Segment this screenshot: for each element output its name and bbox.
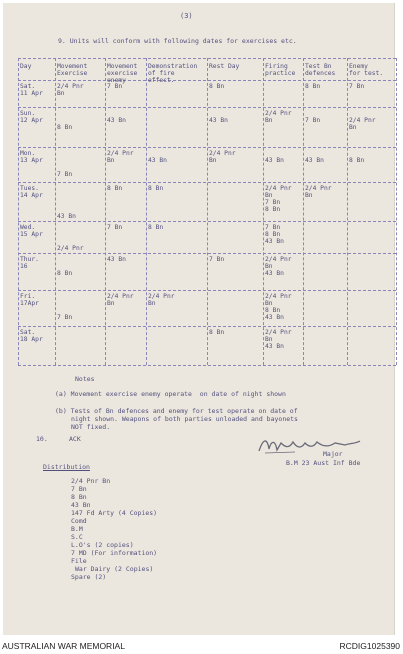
table-cell: 43 Bn xyxy=(107,117,126,124)
table-cell: 43 Bn xyxy=(57,213,76,220)
distribution-item: War Dairy (2 Copies) xyxy=(75,565,154,573)
table-cell: 7 Bn xyxy=(57,171,73,178)
table-cell: 8 Bn xyxy=(107,185,123,192)
distribution-item: 7 Bn xyxy=(71,485,87,493)
table-cell: 2/4 Pnr Bn xyxy=(209,150,236,164)
table-day-cell: Thur. 16 xyxy=(20,256,39,270)
table-day-cell: Wed. 15 Apr xyxy=(20,224,43,238)
table-cell: 8 Bn xyxy=(57,270,73,277)
note-b-line3: NOT fixed. xyxy=(71,423,111,431)
table-cell: 43 Bn xyxy=(305,157,324,164)
table-header-cell: Movement Exercise xyxy=(57,63,88,77)
table-cell: 43 Bn xyxy=(209,117,228,124)
table-cell: 8 Bn xyxy=(349,157,365,164)
table-day-cell: Fri. 17Apr xyxy=(20,293,39,307)
table-cell: 2/4 Pnr Bn xyxy=(305,185,332,199)
paragraph-10-number: 10. xyxy=(36,435,48,443)
distribution-item: 8 Bn xyxy=(71,493,87,501)
handwritten-signature xyxy=(255,433,365,457)
table-cell: 8 Bn xyxy=(209,83,225,90)
distribution-item: B.M xyxy=(71,525,83,533)
distribution-item: 2/4 Pnr Bn xyxy=(71,477,111,485)
distribution-item: L.O's (2 copies) xyxy=(71,541,134,549)
exercise-schedule-table xyxy=(18,58,396,365)
table-cell: 2/4 Pnr Bn xyxy=(349,117,376,131)
archive-footer xyxy=(0,638,403,654)
paragraph-10-text: ACK xyxy=(69,435,81,443)
table-day-cell: Sat. 18 Apr xyxy=(20,329,43,343)
table-cell: 7 Bn xyxy=(305,117,321,124)
note-a: (a) Movement exercise enemy operate on date of night shown xyxy=(55,390,286,398)
table-cell: 8 Bn xyxy=(209,329,225,336)
distribution-item: 7 MD (For information) xyxy=(71,549,158,557)
table-cell: 2/4 Pnr Bn xyxy=(148,293,175,307)
table-day-cell: Sun. 12 Apr xyxy=(20,110,43,124)
table-cell: 2/4 Pnr Bn xyxy=(107,150,134,164)
table-column-rule xyxy=(105,58,106,365)
table-header-cell: Enemy for test. xyxy=(349,63,384,77)
signature-title: B.M 23 Aust Inf Bde xyxy=(286,459,361,467)
signature-rank: Major xyxy=(323,450,343,458)
note-b-line2: night shown. Weapons of both parties unloaded and bayonets xyxy=(71,415,298,423)
distribution-item: 43 Bn xyxy=(71,501,91,509)
table-cell: 7 Bn xyxy=(57,314,73,321)
table-cell: 7 Bn 8 Bn 43 Bn xyxy=(265,224,284,245)
table-cell: 8 Bn xyxy=(305,83,321,90)
footer-source: AUSTRALIAN WAR MEMORIAL xyxy=(2,641,125,651)
table-day-cell: Tues. 14 Apr xyxy=(20,185,43,199)
table-column-rule xyxy=(207,58,208,365)
table-column-rule xyxy=(303,58,304,365)
distribution-item: S.C xyxy=(71,533,83,541)
table-cell: 43 Bn xyxy=(107,256,126,263)
table-column-rule xyxy=(146,58,147,365)
table-cell: 7 Bn xyxy=(209,256,225,263)
paragraph-9: 9. Units will conform with following dates for exercises etc. xyxy=(58,37,297,45)
table-cell: 2/4 Pnr Bn xyxy=(57,83,84,97)
table-column-rule xyxy=(18,58,19,365)
note-b-line1: (b) Tests of Bn defences and enemy for test operate on date of xyxy=(55,407,298,415)
table-cell: 8 Bn xyxy=(57,124,73,131)
table-header-cell: Movement exercise enemy xyxy=(107,63,138,84)
table-header-cell: Demonstration of fire effect. xyxy=(148,63,198,84)
table-column-rule xyxy=(347,58,348,365)
table-header-cell: Firing practice xyxy=(265,63,296,77)
table-header-cell: Test Bn defences xyxy=(305,63,336,77)
table-cell: 8 Bn xyxy=(148,185,164,192)
table-day-cell: Mon. 13 Apr xyxy=(20,150,43,164)
distribution-item: 147 Fd Arty (4 Copies) xyxy=(71,509,158,517)
table-column-rule xyxy=(263,58,264,365)
page-number: (3) xyxy=(180,12,193,20)
table-day-cell: Sat. 11 Apr xyxy=(20,83,43,97)
table-cell: 8 Bn xyxy=(148,224,164,231)
table-cell: 7 Bn xyxy=(107,83,123,90)
table-cell: 2/4 Pnr Bn xyxy=(107,293,134,307)
table-cell: 2/4 Pnr Bn 43 Bn xyxy=(265,256,292,277)
table-cell: 2/4 Pnr Bn 8 Bn 43 Bn xyxy=(265,293,292,321)
document-page xyxy=(3,3,395,635)
distribution-heading: Distribution xyxy=(43,463,90,471)
table-cell: 43 Bn xyxy=(265,157,284,164)
distribution-item: Spare (2) xyxy=(71,573,107,581)
table-cell: 2/4 Pnr Bn 43 Bn xyxy=(265,329,292,350)
table-cell: 2/4 Pnr Bn 7 Bn 8 Bn xyxy=(265,185,292,213)
table-header-cell: Rest Day xyxy=(209,63,240,70)
table-cell: 2/4 Pnr Bn xyxy=(265,110,292,124)
table-column-rule xyxy=(396,58,397,365)
table-cell: 7 Bn xyxy=(107,224,123,231)
table-cell: 43 Bn xyxy=(148,157,167,164)
distribution-item: Comd xyxy=(71,517,87,525)
table-column-rule xyxy=(55,58,56,365)
footer-id: RCDIG1025390 xyxy=(339,641,400,651)
table-row-rule xyxy=(18,365,396,366)
table-header-cell: Day xyxy=(20,63,32,70)
table-cell: 2/4 Pnr xyxy=(57,245,84,252)
notes-heading: Notes xyxy=(75,375,95,383)
distribution-item: File xyxy=(71,557,87,565)
table-cell: 7 Bn xyxy=(349,83,365,90)
